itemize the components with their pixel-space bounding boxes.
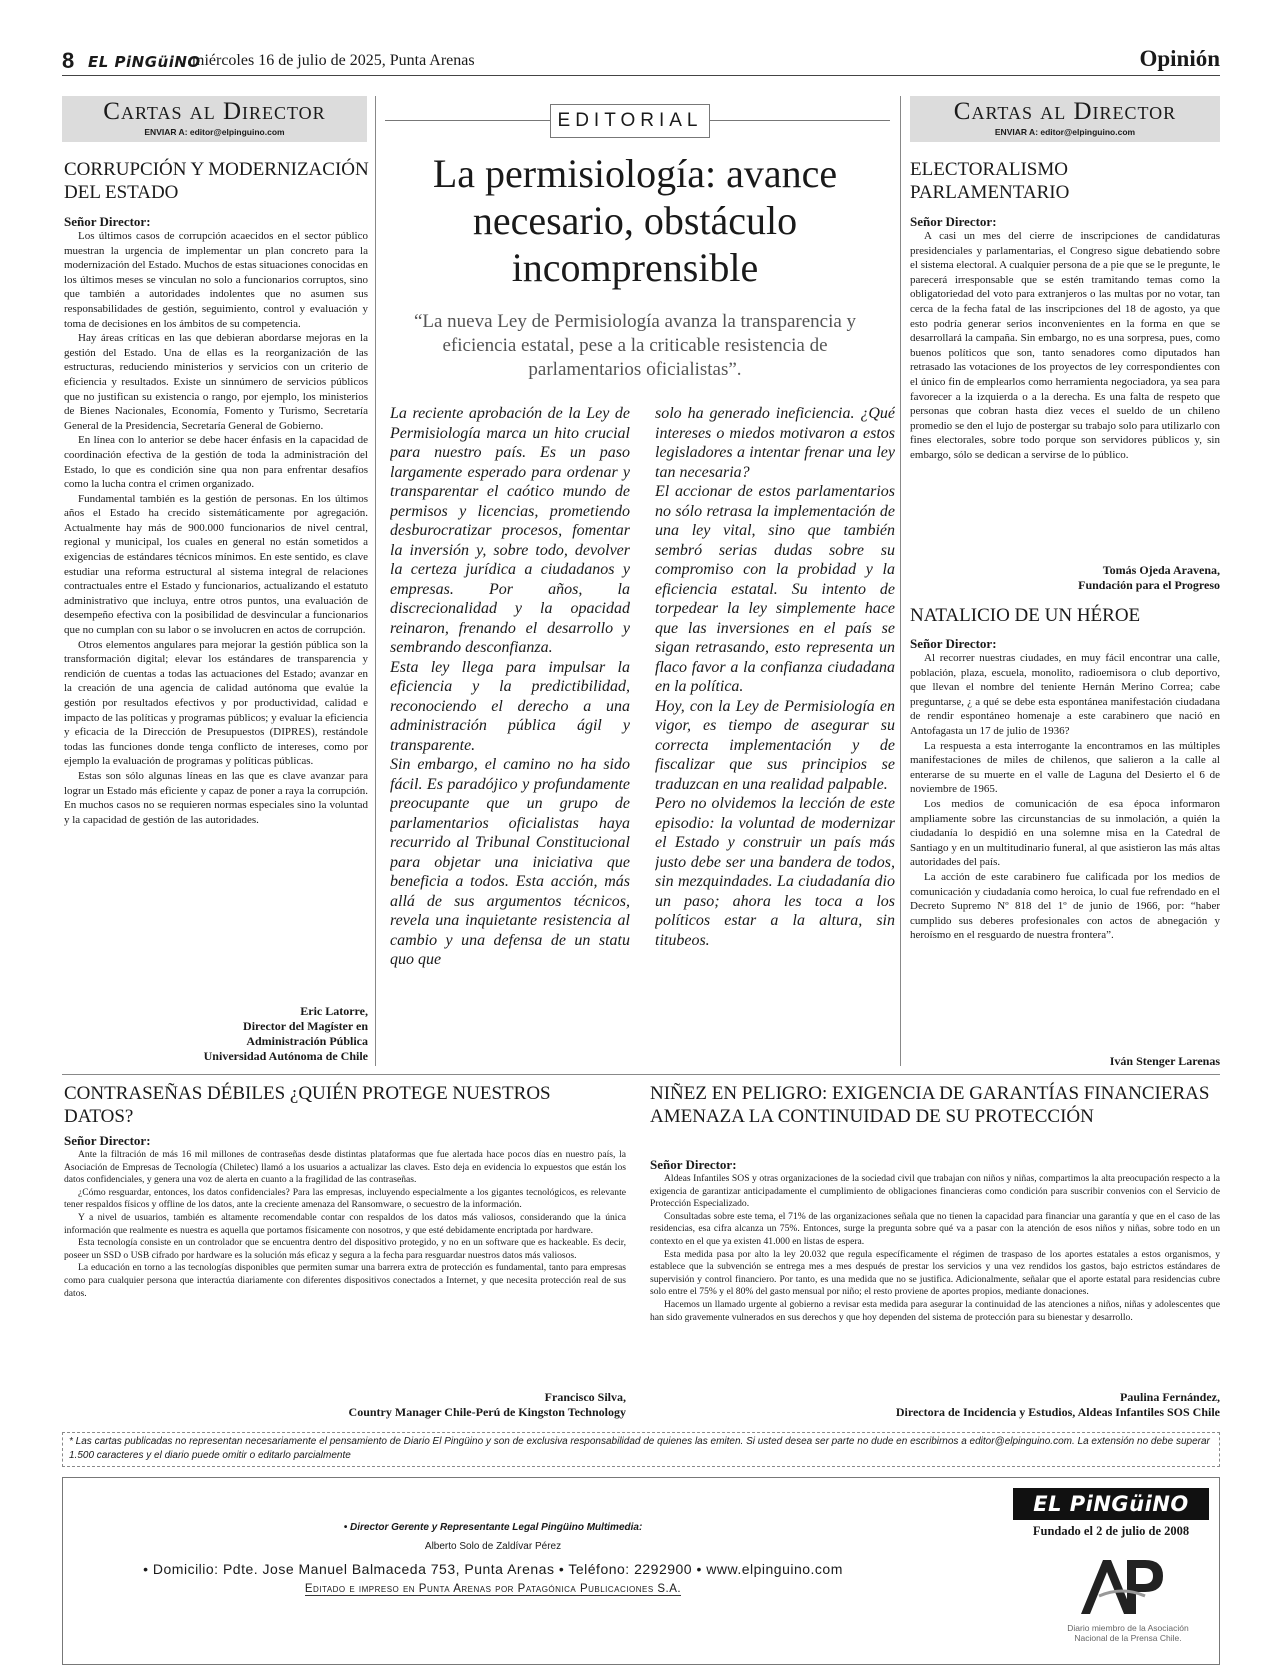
paragraph: El accionar de estos parlamentarios no sólo retrasa la implementación de una ley vital, sino que también sembró serias dudas sobre su compromiso con la probidad y la eficiencia estatal. Su intento de torpedear la ley simplemente hace que las inversiones en el país se sigan retrasando, esto representa un flaco favor a la confianza ciudadana en la política.	[655, 483, 895, 695]
footer-logo: EL PiNGüiNO	[1013, 1488, 1209, 1520]
footer-founded: Fundado el 2 de julio de 2008	[1032, 1524, 1190, 1538]
signature-ninez	[650, 1390, 1220, 1420]
paragraph: Esta tecnología consiste en un controlador que se encuentra dentro del dispositivo protegido, y no en un software que es hackeable. Es decir, poseer un SSD o USB cifrado por hardware es la solución más eficaz y segura a la fecha para resguardar nuestros datos más valiosos.	[64, 1237, 626, 1261]
letter-title-contrasenas: CONTRASEÑAS DÉBILES ¿QUIÉN PROTEGE NUESTROS DATOS?	[64, 1083, 551, 1127]
footer-director-name: Alberto Solo de Zaldívar Pérez	[424, 1541, 562, 1552]
signature-line: Country Manager Chile-Perú de Kingston Technology	[348, 1405, 626, 1419]
signature-natalicio	[910, 1054, 1220, 1069]
paragraph: Estas son sólo algunas líneas en las que es clave avanzar para lograr un Estado más eficiente y capaz de poner a raya la corrupción. En muchos casos no se requieren normas especiales sino la voluntad y la capacidad de gestión de las autoridades.	[64, 769, 368, 826]
editorial-column-2	[655, 404, 895, 1064]
salutation: Señor Director:	[64, 1133, 151, 1148]
editorial-quote: “La nueva Ley de Permisiología avanza la transparencia y eficiencia estatal, pese a la criticable resistencia de parlamentarios oficialistas”.	[413, 311, 857, 380]
cartas-box-right	[910, 96, 1220, 142]
paragraph: Ante la filtración de más 16 mil millones de contraseñas desde distintas plataformas que fue alertada hace pocos días en nuestro país, la Asociación de Empresas de Tecnología (Chiletec) llamó a los usuarios a actualizar las claves. Esto deja en evidencia lo expuestos que están los datos confidenciales, y genera una voz de alerta en cuanto a la fragilidad de las contraseñas.	[64, 1149, 626, 1186]
paragraph: La reciente aprobación de la Ley de Permisiología marca un hito crucial para nuestro país. Es un paso largamente esperado para ordenar y transparentar el caótico mundo de permisos y licencias, prometiendo desburocratizar procesos, fomentar la inversión y, sobre todo, devolver la certeza jurídica a ciudadanos y empresas. Por años, la discrecionalidad y la opacidad reinaron, frenando el desarrollo y sembrando desconfianza.	[390, 405, 630, 656]
letter-body-natalicio	[910, 651, 1220, 1041]
signature-line: Director del Magíster en	[243, 1019, 368, 1033]
footer-director-line: • Director Gerente y Representante Legal Pingüino Multimedia:	[343, 1522, 643, 1533]
paragraph: Los últimos casos de corrupción acaecidos en el sector público muestran la urgencia de implementar un plan concreto para la modernización del Estado. Muchos de estas situaciones conocidas en los últimos meses se vinculan no solo a funcionarios corruptos, sino que también a autoridades indolentes que no asumen sus responsabilidades de gestión, seguimiento, control y evaluación y toma de decisiones en los ámbitos de su competencia.	[64, 230, 368, 330]
paragraph: Consultadas sobre este tema, el 71% de las organizaciones señala que no tienen la capacidad para financiar una garantía y que en el caso de las residencias, esa cifra alcanza un 75%. Entonces, surge la pregunta sobre qué va a pasar con la atención de esos niños y niñas, sobre todo en un contexto en el que ya existen 41.000 en listas de espera.	[650, 1210, 1220, 1247]
column-rule-right	[900, 96, 901, 1066]
column-rule-left	[375, 96, 376, 1066]
paragraph: A casi un mes del cierre de inscripciones de candidaturas presidenciales y parlamentarias, el Congreso sigue debatiendo sobre el sistema electoral. A cualquier persona de a pie que se le pregunte, le parecerá irresponsable que se estén tramitando temas como la obligatoriedad del voto para extranjeros o las multas por no votar, tan cerca de la fecha fatal de las inscripciones del 18 de agosto, ya que esto podría generar serios inconvenientes en la forma en que se desarrollará la campaña. Sin embargo, no es una sorpresa, pues, como buenos políticos que son, tanto senadores como diputados han retrasado las votaciones de los proyectos de ley correspondientes con el único fin de emplearlos como herramienta negociadora, ya sea para favorecer a la izquierda o a la derecha. Es una falta de respeto que personas que cobran hasta diez veces el sueldo de un chileno promedio se den el lujo de postergar su trabajo solo para utilizarlo con fines electorales, sobre todo porque son servidores públicos y, sin embargo, sólo se dedican a servirse de lo público.	[910, 230, 1220, 461]
paragraph: Los medios de comunicación de esa época informaron ampliamente sobre las circunstancias de su inmolación, a quién la ciudadanía lo despidió en una solemne misa en la Catedral de Santiago y en un multitudinario funeral, al que asistieron las más altas autoridades del país.	[910, 797, 1220, 869]
signature-line: Directora de Incidencia y Estudios, Aldeas Infantiles SOS Chile	[895, 1405, 1220, 1419]
signature-line: Paulina Fernández,	[1119, 1390, 1220, 1404]
paragraph: Hay áreas críticas en las que debieran abordarse mejoras en la gestión del Estado. Una de ellas es la reorganización de las estructuras, reduciendo ministerios y servicios con un criterio de eficiencia y resultados. Existe un sinnúmero de servicios públicos que no justifican su existencia o rango, por ejemplo, los ministerios de Bienes Nacionales, Economía, Fomento y Turismo, Secretaría General de la Presidencia, Secretaría General de Gobierno.	[64, 332, 368, 432]
editorial-rule-right	[710, 120, 890, 121]
cartas-email: ENVIAR A: editor@elpinguino.com	[994, 127, 1136, 137]
letter-body-ninez	[650, 1173, 1220, 1389]
signature-line: Fundación para el Progreso	[1078, 578, 1220, 592]
signature-line: Iván Stenger Larenas	[1109, 1054, 1220, 1068]
salutation: Señor Director:	[64, 214, 151, 229]
footer-printed-by	[63, 1583, 923, 1595]
letter-body-corrupcion	[64, 229, 368, 999]
section-name: Opinión	[1139, 46, 1220, 71]
paragraph: ¿Cómo resguardar, entonces, los datos confidenciales? Para las empresas, incluyendo especialmente a los gigantes tecnológicos, es relevante tener respaldos físicos y offline de los datos, ante la creciente amenaza del Ransomware, o secuestro de la información.	[64, 1186, 626, 1211]
page-number: 8	[62, 48, 75, 73]
paragraph: La educación en torno a las tecnologías disponibles que permiten sumar una barrera extra de protección es fundamental, tanto para empresas como para cualquier persona que interactúa diariamente con diferentes dispositivos conectados a Internet, y que necesita protección real de sus datos.	[64, 1262, 626, 1299]
footer-address: • Domicilio: Pdte. Jose Manuel Balmaceda 753, Punta Arenas • Teléfono: 2292900 • www.elpinguino.com	[143, 1561, 843, 1577]
paragraph: Pero no olvidemos la lección de este episodio: la voluntad de modernizar el Estado y construir un país más justo debe ser una bandera de todos, sin mezquindades. La ciudadanía dio un paso; ahora les toca a los políticos estar a la altura, sin titubeos.	[655, 795, 895, 949]
paragraph: Sin embargo, el camino no ha sido fácil. Es paradójico y profundamente preocupante que un grupo de parlamentarios oficialistas haya recurrido al Tribunal Constitucional para objetar una iniciativa que beneficia a todos. Esta acción, más allá de sus argumentos técnicos, revela una inquietante resistencia al cambio y una defensa de un statu quo que	[390, 756, 630, 968]
section-divider	[62, 1074, 1220, 1075]
paragraph: En línea con lo anterior se debe hacer énfasis en la capacidad de coordinación efectiva de la gestión de toda la administración del Estado, lo que es condición sine qua non para enfrentar desafíos como la lucha contra el crimen organizado.	[64, 434, 368, 491]
signature-line: Eric Latorre,	[300, 1004, 368, 1018]
paragraph: Al recorrer nuestras ciudades, en muy fácil encontrar una calle, población, plaza, escuela, monolito, radioemisora o club deportivo, que llevan el nombre del teniente Hernán Merino Correa; cabe preguntarse, ¿ a qué se debe esta espontánea manifestación ciudadana de rendir espontáneo homenaje a este carabinero que nació en Antofagasta un 17 de julio de 1936?	[910, 652, 1220, 737]
signature-line: Administración Pública	[246, 1034, 368, 1048]
signature-line: Francisco Silva,	[544, 1390, 626, 1404]
letter-body-electoralismo	[910, 229, 1220, 551]
signature-electoralismo	[910, 563, 1220, 593]
cartas-title: Cartas al Director	[103, 98, 326, 125]
signature-line: Universidad Autónoma de Chile	[203, 1049, 368, 1063]
signature-line: Tomás Ojeda Aravena,	[1102, 563, 1220, 577]
paragraph: Esta ley llega para impulsar la eficiencia y la predictibilidad, reconociendo el derecho a una administración pública ágil y transparente.	[390, 658, 630, 754]
paragraph: La respuesta a esta interrogante la encontramos en las múltiples manifestaciones de miles de chilenos, que salieron a la calle al enterarse de su muerte en el valle de Laguna del Desierto el 6 de noviembre de 1965.	[910, 739, 1220, 796]
editorial-headline: La permisiología: avance necesario, obstáculo incomprensible	[432, 151, 838, 290]
paragraph: Hacemos un llamado urgente al gobierno a revisar esta medida para asegurar la continuidad de las atenciones a niños, niñas y adolescentes que han sido gravemente vulnerados en sus derechos y que hoy dependen del sistema de protección para su bienestar y desarrollo.	[650, 1298, 1220, 1323]
salutation: Señor Director:	[910, 636, 997, 651]
editorial-column-1	[390, 404, 630, 1064]
salutation: Señor Director:	[650, 1157, 737, 1172]
disclaimer: * Las cartas publicadas no representan necesariamente el pensamiento de Diario El Pingüino y son de exclusiva responsabilidad de quienes las emiten. Si usted desea ser parte no dude en escribirnos a editor@elpinguino.com. La extensión no debe superar 1.500 caracteres y el diario puede omitir o editarlo parcialmente	[62, 1432, 1220, 1467]
salutation: Señor Director:	[910, 214, 997, 229]
paragraph: Y a nivel de usuarios, también es altamente recomendable contar con respaldos de los datos más valiosos, considerando que la única información que realmente es nuestra es aquella que portamos físicamente con nosotros, y que esté debidamente encriptada por hardware.	[64, 1211, 626, 1236]
anp-caption: Diario miembro de la Asociación Nacional de la Prensa Chile.	[1067, 1623, 1189, 1643]
signature-corrupcion	[64, 1004, 368, 1064]
cartas-email: ENVIAR A: editor@elpinguino.com	[144, 127, 285, 137]
editorial-rule-left	[385, 120, 550, 121]
paragraph: Esta medida pasa por alto la ley 20.032 que regula específicamente el régimen de traspaso de los aportes estatales a estos organismos, y establece que la subvención se entrega mes a mes después de prestar los servicios y una vez rendidos los gastos, bajo estrictos estándares de supervisión y control financiero. Por tanto, es una medida que no se justifica. Adicionalmente, señalar que el aporte estatal para residencias cubre solo entre el 75% y el 80% del gasto mensual por niño; el resto proviene de aportes propios, mediante donaciones.	[650, 1248, 1220, 1298]
paragraph: Fundamental también es la gestión de personas. En los últimos años el Estado ha crecido sistemáticamente por agregación. Actualmente hay más de 900.000 funcionarios de nivel central, regional y municipal, los cuales en general no están sometidos a exigencias de estándares técnicos mínimos. En este sentido, es clave estudiar una reforma estructural al sistema integral de relaciones contractuales entre el Estado y funcionarios, actualizando el estatuto administrativo que incluya, entre otros puntos, una evaluación de desempeño efectiva con la posibilidad de desvincular a funcionarios que no cumplan con su labor o se involucren en actos de corrupción.	[64, 492, 368, 637]
signature-contrasenas	[64, 1390, 626, 1420]
footer	[62, 1477, 1220, 1665]
header-date: miércoles 16 de julio de 2025, Punta Arenas	[192, 52, 475, 69]
paragraph: Hoy, con la Ley de Permisiología en vigor, es tiempo de asegurar su correcta implementación y de fiscalizar que sus principios se traduzcan en una realidad palpable.	[655, 697, 895, 793]
letter-title-corrupcion: CORRUPCIÓN Y MODERNIZACIÓN DEL ESTADO	[64, 159, 369, 203]
paragraph: La acción de este carabinero fue calificada por los medios de comunicación y ciudadanía como heroica, lo cual fue refrendado en el Decreto Supremo Nº 818 del 1º de junio de 1966, por: “haber cumplido sus deberes profesionales con actos de abnegación y heroísmo en el resguardo de nuestra frontera”.	[910, 870, 1220, 942]
editorial-label: EDITORIAL	[550, 104, 710, 138]
footer-printed-text: Editado e impreso en Punta Arenas por Patagónica Publicaciones S.A.	[304, 1583, 682, 1595]
letter-title-electoralismo: ELECTORALISMO PARLAMENTARIO	[910, 159, 1070, 203]
cartas-title: Cartas al Director	[953, 98, 1177, 125]
header-logo: EL PiNGüiNO	[88, 53, 201, 71]
letter-title-natalicio: NATALICIO DE UN HÉROE	[910, 605, 1141, 626]
letter-title-ninez: NIÑEZ EN PELIGRO: EXIGENCIA DE GARANTÍAS FINANCIERAS AMENAZA LA CONTINUIDAD DE SU PROTECCIÓN	[650, 1083, 1210, 1127]
paragraph: Aldeas Infantiles SOS y otras organizaciones de la sociedad civil que trabajan con niños y niñas, compartimos la alta preocupación respecto a la exigencia de garantizar anticipadamente el cumplimiento de obligaciones financieras como condición para suscribir convenios con el Servicio de Protección Especializado.	[650, 1173, 1220, 1210]
letter-body-contrasenas	[64, 1149, 626, 1389]
paragraph: Otros elementos angulares para mejorar la gestión pública son la transformación digital; elevar los estándares de transparencia y rendición de cuentas a todas las actuaciones del Estado; avanzar en la creación de una agencia de calidad autónoma que evalúe la gestión por resultados efectivos y por productividad, calidad e impacto de las políticas y programas públicos; y evaluar la eficiencia y eficacia de la Dirección de Presupuestos (DIPRES), restándole todas las funciones donde tenga conflicto de intereses, como por ejemplo la evaluación de programas y políticas públicas.	[64, 638, 368, 768]
anp-logo-icon	[1077, 1552, 1167, 1620]
page-header	[62, 48, 1220, 76]
cartas-box-left	[62, 96, 367, 142]
paragraph: solo ha generado ineficiencia. ¿Qué intereses o miedos motivaron a estos legisladores a intentar frenar una ley tan necesaria?	[655, 405, 895, 481]
